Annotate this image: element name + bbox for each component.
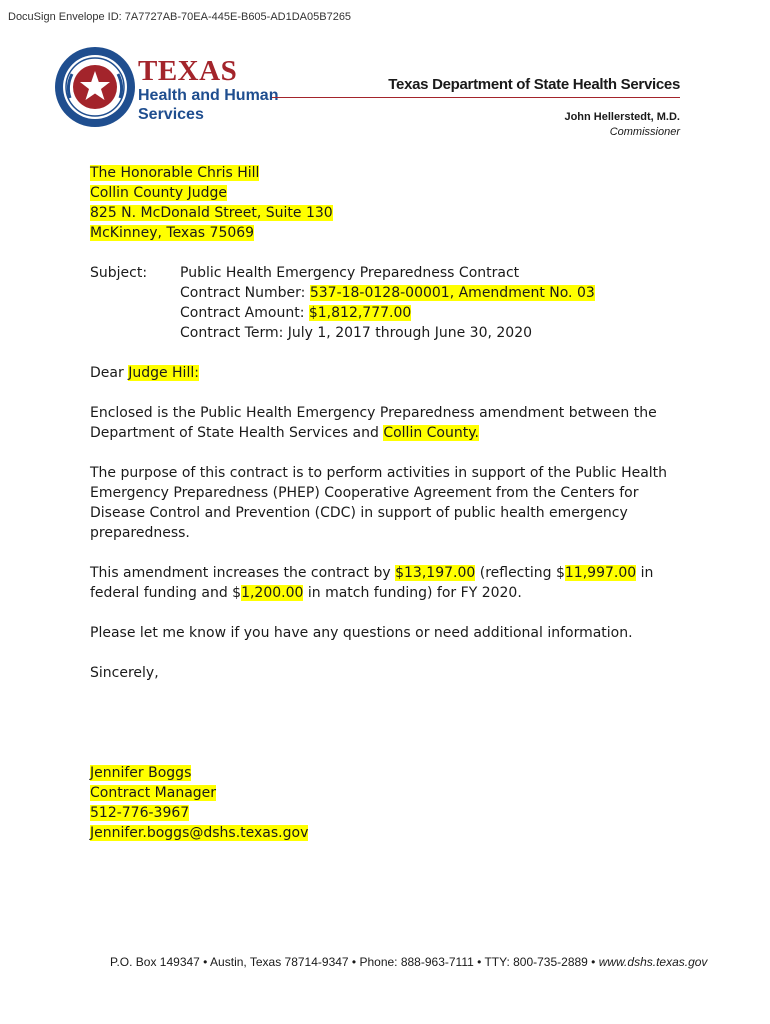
- docusign-envelope-id: DocuSign Envelope ID: 7A7727AB-70EA-445E-B605-AD1DA05B7265: [8, 11, 352, 23]
- paragraph-4: Please let me know if you have any questions or need additional information.: [90, 625, 633, 641]
- signer-title: Contract Manager: [90, 785, 217, 801]
- federal-amount: 11,997.00: [564, 565, 637, 581]
- logo-line3: Services: [138, 106, 204, 123]
- closing: Sincerely,: [90, 665, 159, 681]
- footer-website: www.dshs.texas.gov: [598, 955, 708, 969]
- salutation-name: Judge Hill:: [128, 365, 199, 381]
- department-name: Texas Department of State Health Services: [388, 76, 680, 93]
- header-rule: [272, 97, 680, 98]
- commissioner-title: Commissioner: [609, 126, 680, 138]
- address-line-4: McKinney, Texas 75069: [90, 225, 255, 241]
- contract-number-label: Contract Number:: [180, 285, 310, 301]
- agency-logo-text: [138, 56, 278, 124]
- match-amount: 1,200.00: [241, 585, 304, 601]
- contract-amount-label: Contract Amount:: [180, 305, 309, 321]
- recipient-address: [90, 163, 690, 243]
- commissioner-name: John Hellerstedt, M.D.: [564, 111, 680, 123]
- signature-block: [90, 763, 690, 843]
- commissioner-block: [564, 110, 680, 140]
- signer-email: Jennifer.boggs@dshs.texas.gov: [90, 825, 309, 841]
- paragraph-2: The purpose of this contract is to perform activities in support of the Public Health Emergency Preparedness (PHEP) Cooperative Agreement from the Centers for Disease Control and Prevention (CDC) in support of public health emergency preparedness.: [90, 465, 668, 541]
- address-line-1: The Honorable Chris Hill: [90, 165, 260, 181]
- address-line-2: Collin County Judge: [90, 185, 228, 201]
- paragraph-3: This amendment increases the contract by $13,197.00 (reflecting $11,997.00 in federal funding and $1,200.00 in match funding) for FY 2020.: [90, 565, 654, 601]
- paragraph-1: Enclosed is the Public Health Emergency Preparedness amendment between the Department of State Health Services and Collin County.: [90, 405, 657, 441]
- footer-contact: [110, 955, 708, 969]
- subject-title: Public Health Emergency Preparedness Contract: [180, 265, 520, 281]
- signer-phone: 512-776-3967: [90, 805, 190, 821]
- increase-amount: $13,197.00: [395, 565, 476, 581]
- salutation: Dear Judge Hill:: [90, 365, 199, 381]
- contract-number-value: 537-18-0128-00001, Amendment No. 03: [309, 285, 595, 301]
- county-name: Collin County.: [383, 425, 479, 441]
- contract-term: Contract Term: July 1, 2017 through June 30, 2020: [180, 325, 533, 341]
- letter-body: [90, 163, 690, 843]
- contract-amount-value: $1,812,777.00: [308, 305, 412, 321]
- logo-texas: TEXAS: [138, 55, 238, 87]
- subject-label: Subject:: [90, 265, 148, 281]
- subject-block: [90, 263, 690, 343]
- footer-address: P.O. Box 149347 • Austin, Texas 78714-9347 • Phone: 888-963-7111 • TTY: 800-735-2889 •: [110, 955, 599, 969]
- address-line-3: 825 N. McDonald Street, Suite 130: [90, 205, 333, 221]
- signer-name: Jennifer Boggs: [90, 765, 192, 781]
- logo-line2: Health and Human: [138, 87, 279, 104]
- texas-seal-icon: [54, 46, 136, 128]
